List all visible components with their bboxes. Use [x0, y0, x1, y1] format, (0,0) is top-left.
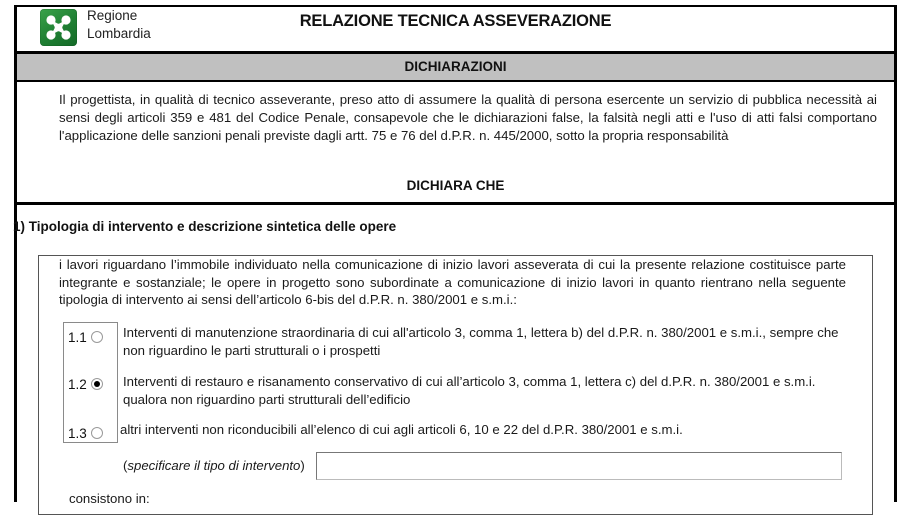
radio-button-icon[interactable] — [91, 331, 103, 343]
option-code: 1.2 — [68, 376, 87, 392]
option-1-3-label: altri interventi non riconducibili all’elenco di cui agli articoli 6, 10 e 22 del d.P.R. 380/2001 e s.m.i. — [120, 422, 683, 437]
option-1-1-radio[interactable] — [68, 328, 103, 346]
section-1-title: 1) Tipologia di intervento e descrizione sintetica delle opere — [13, 219, 397, 234]
section-bar-label: DICHIARAZIONI — [404, 59, 507, 74]
specify-intervention-label — [123, 458, 305, 473]
declaration-paragraph: Il progettista, in qualità di tecnico asseverante, preso atto di assumere la qualità di persona esercente un servizio di pubblica necessità ai sensi degli articoli 359 e 481 del Codice Penale, consapevole che le dichiarazioni false, la falsità negli atti e l'uso di atti falsi comportano l'applicazione delle sanzioni penali previste dagli artt. 75 e 76 del d.P.R. n. 445/2000, sotto la propria responsabilità — [59, 92, 877, 143]
brand-line-1: Regione — [87, 8, 138, 23]
section-1-intro: i lavori riguardano l’immobile individuato nella comunicazione di inizio lavori asseverata di cui la presente relazione costituisce parte integrante e sostanziale; le opere in progetto sono subordinate a comunicazione di inizio lavori in quanto rientrano nella seguente tipologia di intervento ai sensi dell’articolo 6-bis del d.P.R. n. 380/2001 e s.m.i.: — [59, 257, 846, 307]
option-1-1-label: Interventi di manutenzione straordinaria di cui all'articolo 3, comma 1, lettera b) del d.P.R. n. 380/2001 e s.m.i., sempre che non riguardino le parti strutturali o i prospetti — [123, 325, 839, 358]
option-code: 1.1 — [68, 329, 87, 345]
specify-intervention-input[interactable] — [316, 452, 842, 480]
option-1-3-radio[interactable] — [68, 424, 103, 442]
radio-button-icon[interactable] — [91, 427, 103, 439]
brand-line-2: Lombardia — [87, 26, 151, 41]
option-1-2-radio[interactable] — [68, 375, 103, 393]
option-code: 1.3 — [68, 425, 87, 441]
frame-right-border — [894, 5, 897, 502]
radio-button-checked-icon[interactable] — [91, 378, 103, 390]
specify-label-text: specificare il tipo di intervento — [127, 458, 301, 473]
consistono-label: consistono in: — [69, 491, 150, 506]
paren-close: ) — [300, 458, 305, 473]
section-separator — [17, 202, 894, 205]
document-title: RELAZIONE TECNICA ASSEVERAZIONE — [299, 12, 612, 30]
option-1-2-label: Interventi di restauro e risanamento conservativo di cui all’articolo 3, comma 1, lettera c) del d.P.R. n. 380/2001 e s.m.i. qualora non riguardino parti strutturali dell’edificio — [123, 374, 816, 407]
paren-open: ( — [123, 458, 128, 473]
declaration-heading: DICHIARA CHE — [406, 178, 505, 193]
